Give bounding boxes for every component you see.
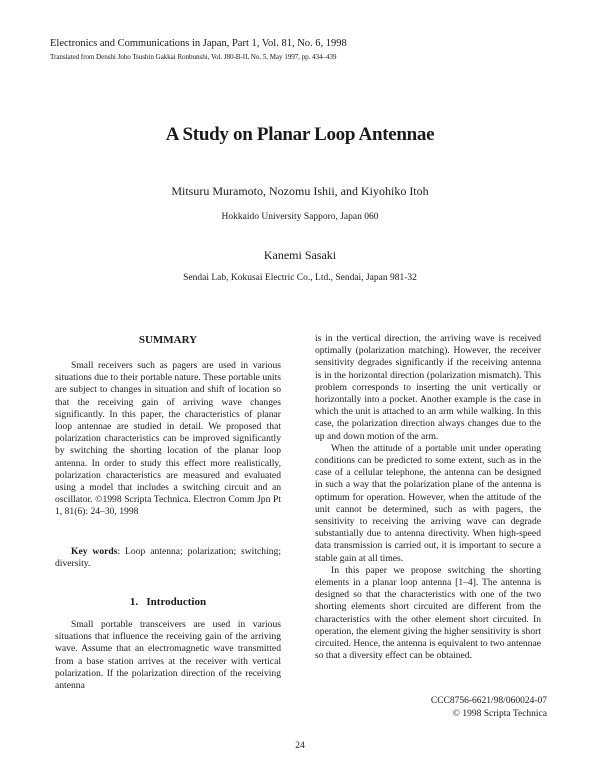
keywords-text: : Loop antenna; polarization; switching; diversity. — [55, 546, 281, 570]
summary-paragraph: Small receivers such as pagers are used in various situations due to their portable nature. These portable units are subject to changes in situation and shift of location so that the receiving gain of arriving wave changes significantly. In this paper, the characteristics of planar loop antennae are studied in detail. We proposed that polarization characteristics can be improved significantly by switching the shorting location of the planar loop antenna. In order to study this effect more realistically, polarization characteristics are measured and evaluated using a model that includes a switching circuit and an oscillator. ©1998 Scripta Technica. Electron Comm Jpn Pt 1, 81(6): 24–30, 1998 — [55, 360, 281, 518]
keywords-label: Key words — [71, 546, 118, 557]
right-paragraph-3: In this paper we propose switching the shorting elements in a planar loop antenna [1–4]. The antenna is designed so that the characteristics with one of the two shorting elements short circuited are different from the characteristics with the other element short circuited. In operation, the element giving the higher sensitivity is short circuited. Hence, the antenna is equivalent to two antennae so that a diversity effect can be obtained. — [315, 564, 541, 662]
page-number: 24 — [295, 741, 305, 751]
paper-title: A Study on Planar Loop Antennae — [165, 124, 435, 145]
author-affiliation-2: Sendai Lab, Kokusai Electric Co., Ltd., Sendai, Japan 981-32 — [183, 273, 417, 283]
author-names-2: Kanemi Sasaki — [263, 248, 337, 262]
introduction-section — [55, 619, 281, 692]
summary-heading: SUMMARY — [138, 334, 198, 346]
journal-citation: Electronics and Communications in Japan, Part 1, Vol. 81, No. 6, 1998 — [50, 38, 347, 49]
keywords — [55, 546, 281, 570]
right-paragraph-1: is in the vertical direction, the arriving wave is received optimally (polarization matching). However, the receiver sensitivity degrades significantly if the receiving antenna is in the horizontal direction (polarization mismatch). This problem corresponds to inserting the unit vertically or horizontally into a pocket. Another example is the case in which the unit is attached to an arm while walking. In this case, the polarization direction always changes due to the up and down motion of the arm. — [315, 333, 541, 442]
introduction-heading: 1. Introduction — [129, 596, 207, 608]
right-column — [315, 333, 541, 662]
author-affiliation-1: Hokkaido University Sapporo, Japan 060 — [221, 212, 379, 222]
right-paragraph-2: When the attitude of a portable unit under operating conditions can be predicted to some extent, such as in the case of a cellular telephone, the antenna can be designed in such a way that the polarization plane of the antenna is optimum for operation. However, when the attitude of the unit cannot be determined, such as with pagers, the sensitivity to receiving the arriving wave can degrade substantially due to antenna directivity. When high-speed data transmission is carried out, it is important to secure a stable gain at all times. — [315, 442, 541, 564]
author-names-1: Mitsuru Muramoto, Nozomu Ishii, and Kiyohiko Itoh — [171, 184, 429, 198]
translation-note: Translated from Denshi Joho Tsushin Gakkai Ronbunshi, Vol. J80-B-II, No. 5, May 1997, pp. 434–439 — [50, 53, 337, 61]
summary-section — [55, 360, 281, 519]
introduction-paragraph: Small portable transceivers are used in various situations that influence the receiving gain of the arriving wave. Assume that an electromagnetic wave transmitted from a base station arrives at the receiver with vertical polarization. If the polarization direction of the receiving antenna — [55, 619, 281, 692]
document-code: CCC8756-6621/98/060024-07 — [430, 696, 547, 706]
copyright-notice: © 1998 Scripta Technica — [452, 709, 547, 719]
